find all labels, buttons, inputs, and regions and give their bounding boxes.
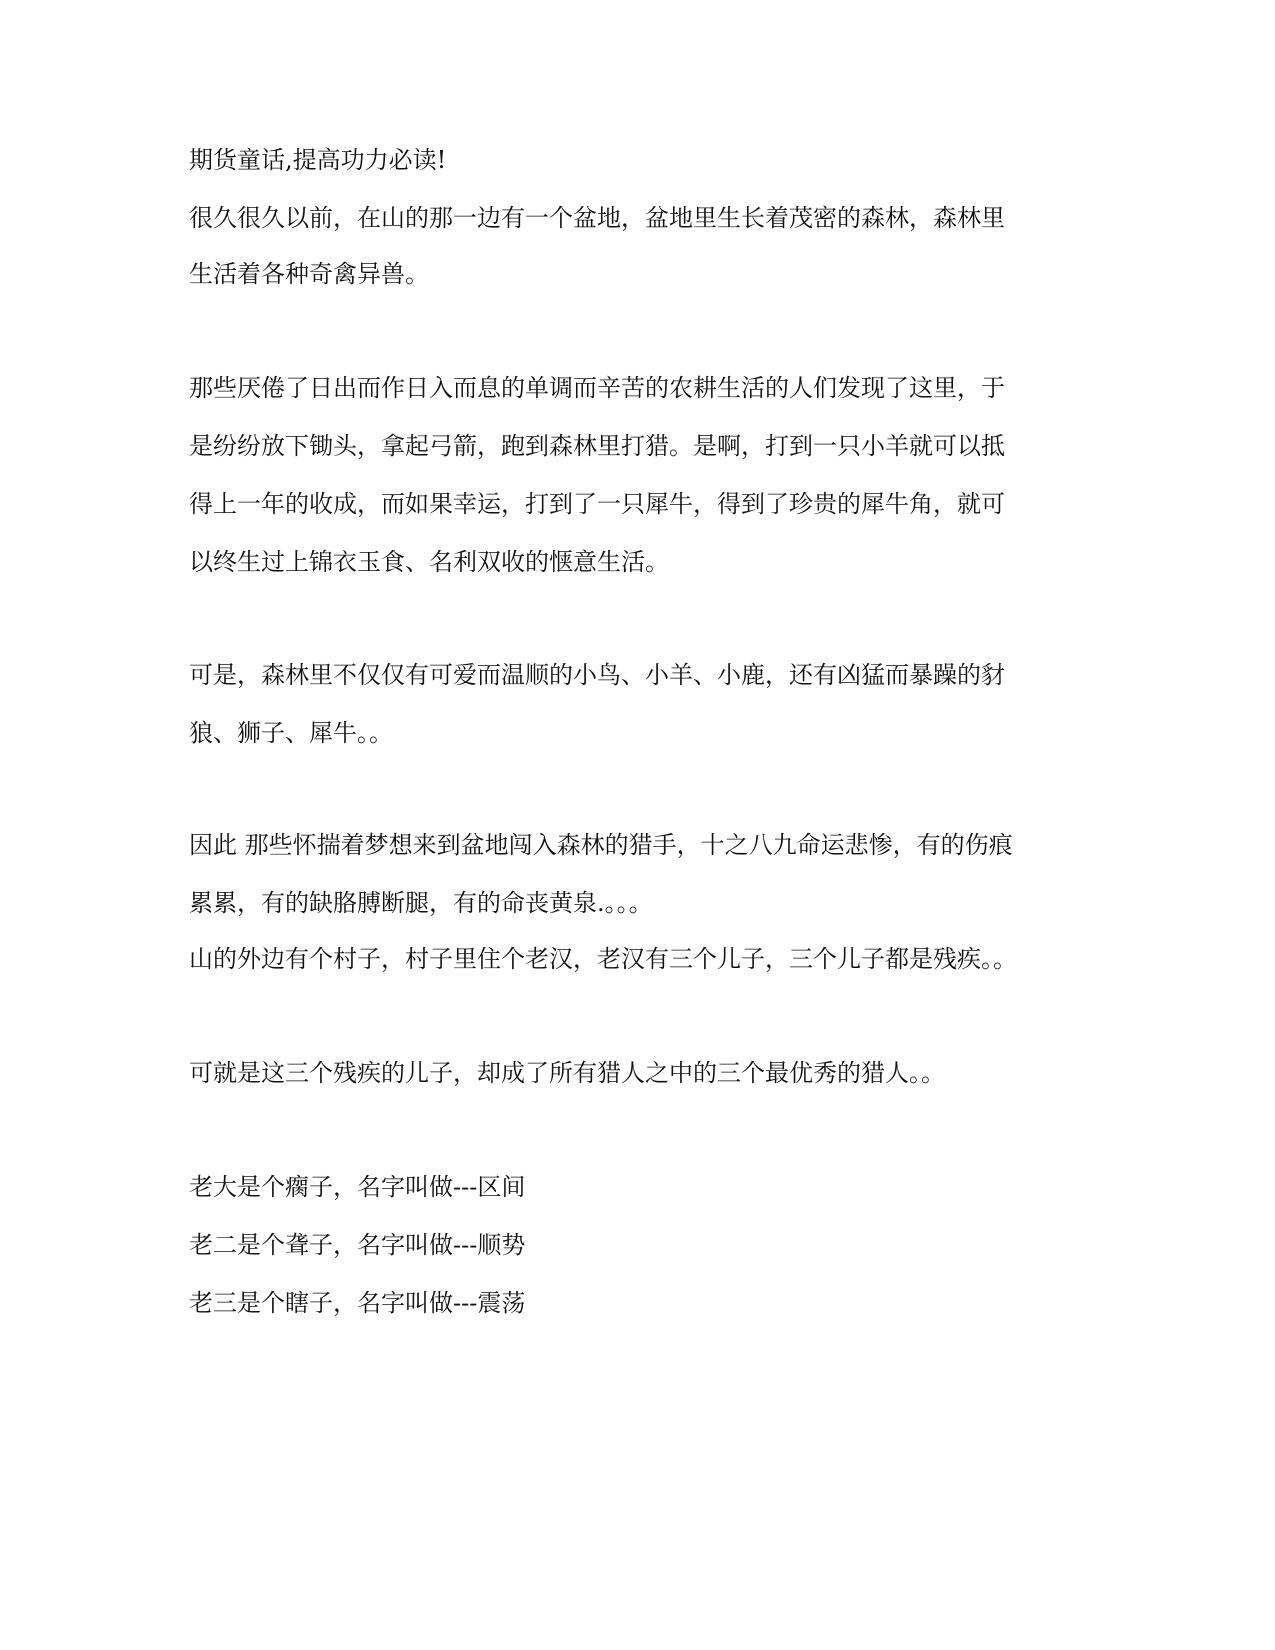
paragraph-3-line-1: 可是，森林里不仅仅有可爱而温顺的小鸟、小羊、小鹿，还有凶猛而暴躁的豺: [189, 661, 1005, 689]
paragraph-2-line-3: 得上一年的收成，而如果幸运，打到了一只犀牛，得到了珍贵的犀牛角，就可: [189, 490, 1005, 518]
paragraph-5-line-1: 可就是这三个残疾的儿子，却成了所有猎人之中的三个最优秀的猎人。。: [189, 1059, 945, 1087]
son-eldest-line: 老大是个瘸子，名字叫做---区间: [189, 1173, 526, 1201]
son-second-line: 老二是个聋子，名字叫做---顺势: [189, 1231, 526, 1259]
paragraph-1-line-2: 生活着各种奇禽异兽。: [189, 260, 429, 288]
paragraph-4-line-3: 山的外边有个村子，村子里住个老汉，老汉有三个儿子，三个儿子都是残疾。。: [189, 945, 1017, 973]
son-third-line: 老三是个瞎子，名字叫做---震荡: [189, 1289, 526, 1317]
document-title: 期货童话,提高功力必读!: [189, 146, 447, 174]
paragraph-3-line-2: 狼、狮子、犀牛。。: [189, 719, 393, 747]
paragraph-2-line-1: 那些厌倦了日出而作日入而息的单调而辛苦的农耕生活的人们发现了这里，于: [189, 374, 1005, 402]
paragraph-2-line-2: 是纷纷放下锄头，拿起弓箭，跑到森林里打猎。是啊，打到一只小羊就可以抵: [189, 432, 1005, 460]
paragraph-2-line-4: 以终生过上锦衣玉食、名利双收的惬意生活。: [189, 548, 669, 576]
paragraph-4-line-2: 累累，有的缺胳膊断腿，有的命丧黄泉.。。。: [189, 889, 653, 917]
paragraph-4-line-1: 因此 那些怀揣着梦想来到盆地闯入森林的猎手，十之八九命运悲惨，有的伤痕: [189, 831, 1013, 859]
paragraph-1-line-1: 很久很久以前，在山的那一边有一个盆地，盆地里生长着茂密的森林，森林里: [189, 204, 1005, 232]
